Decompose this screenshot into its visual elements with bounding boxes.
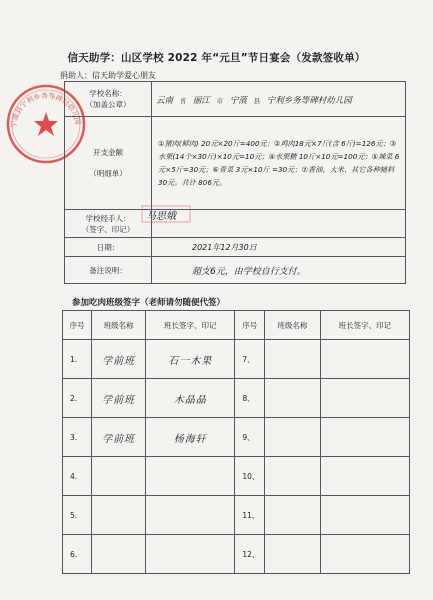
- row-class-name: 学前班: [92, 379, 146, 418]
- row-class-name: 学前班: [92, 418, 146, 457]
- row-monitor-signature: 石一木果: [146, 340, 235, 379]
- amount-label: 开支金额 （明细单）: [65, 117, 152, 210]
- row-seq: 12、: [235, 535, 265, 574]
- table-row: [63, 496, 410, 535]
- table-row: [63, 418, 410, 457]
- row-class-name: [265, 379, 321, 418]
- header-class-name-2: 班级名称: [265, 311, 321, 340]
- row-monitor-signature: 木晶晶: [146, 379, 235, 418]
- row-monitor-signature: [146, 457, 235, 496]
- stamp-text: 宁蒗县宁利乡务等碑村幼儿园: [9, 91, 82, 129]
- province-value: 云南: [156, 96, 174, 106]
- row-seq: 4.: [63, 457, 92, 496]
- donor-line: 捐助人：信天助学爱心朋友: [60, 71, 156, 80]
- row-class-name: [265, 340, 321, 379]
- handler-label: 学校经手人： （签字、印记）: [65, 210, 152, 238]
- date-label: 日期：: [65, 238, 152, 257]
- table-row: [63, 535, 410, 574]
- row-monitor-signature: 杨海轩: [146, 418, 235, 457]
- row-monitor-signature: [320, 418, 409, 457]
- row-seq: 9、: [235, 418, 265, 457]
- row-seq: 7、: [235, 340, 265, 379]
- row-class-name: [265, 535, 321, 574]
- school-name-value: 宁利乡务等碑村幼儿园: [266, 96, 352, 106]
- header-monitor-2: 班长签字、印记: [320, 311, 409, 340]
- amount-detail-text: ①猪肉(鲜肉) 20元×20斤=400元；②鸡肉18元×7斤(含 6斤)=126元；③水果(14个×30斤)×10元=10元；④水果糖 10斤×10元=100元；⑤辣菜 6元×5斤=30元；⑥青菜 3元×10斤 =30元；⑦香油、大米、其它各种辅料 30元。共计 806元。: [152, 117, 406, 210]
- county-value: 宁蒗: [229, 96, 247, 106]
- row-seq: 10、: [235, 457, 265, 496]
- note-value: 超支6元，由学校自行支付。: [152, 257, 406, 284]
- row-class-name: [92, 457, 146, 496]
- row-class-name: [265, 496, 321, 535]
- receipt-table: [64, 81, 406, 284]
- row-class-name: [265, 418, 321, 457]
- row-seq: 8、: [235, 379, 265, 418]
- handler-name: 马思娥: [146, 211, 176, 222]
- row-seq: 5.: [63, 496, 92, 535]
- table-row: [63, 340, 410, 379]
- row-seq: 6.: [63, 535, 92, 574]
- row-seq: 3.: [63, 418, 92, 457]
- note-label: 备注说明：: [65, 257, 152, 284]
- row-monitor-signature: [146, 496, 235, 535]
- table-row: [63, 379, 410, 418]
- header-seq: 序号: [63, 311, 92, 340]
- row-class-name: [92, 496, 146, 535]
- section-title: 参加吃肉班级签字（老师请勿随便代签）: [72, 298, 226, 308]
- row-class-name: 学前班: [92, 340, 146, 379]
- city-value: 丽江: [192, 96, 210, 106]
- school-name-label: 学校名称： （加盖公章）: [65, 82, 152, 117]
- table-row: [63, 457, 410, 496]
- class-sign-table: [62, 310, 410, 574]
- row-monitor-signature: [320, 340, 409, 379]
- row-monitor-signature: [320, 496, 409, 535]
- row-class-name: [92, 535, 146, 574]
- row-seq: 2.: [63, 379, 92, 418]
- header-class-name: 班级名称: [92, 311, 146, 340]
- row-class-name: [265, 457, 321, 496]
- row-seq: 1.: [63, 340, 92, 379]
- row-monitor-signature: [320, 535, 409, 574]
- row-seq: 11、: [235, 496, 265, 535]
- school-name-field: 云南 省 丽江 市 宁蒗 县 宁利乡务等碑村幼儿园: [152, 82, 406, 117]
- row-monitor-signature: [320, 379, 409, 418]
- sign-table-header: [63, 311, 410, 340]
- header-monitor: 班长签字、印记: [146, 311, 235, 340]
- row-monitor-signature: [146, 535, 235, 574]
- document-title: 信天助学：山区学校 2022 年“元旦”节日宴会（发款签收单）: [67, 52, 366, 64]
- date-value: 2021年12月30日: [152, 238, 406, 257]
- row-monitor-signature: [320, 457, 409, 496]
- header-seq-2: 序号: [235, 311, 265, 340]
